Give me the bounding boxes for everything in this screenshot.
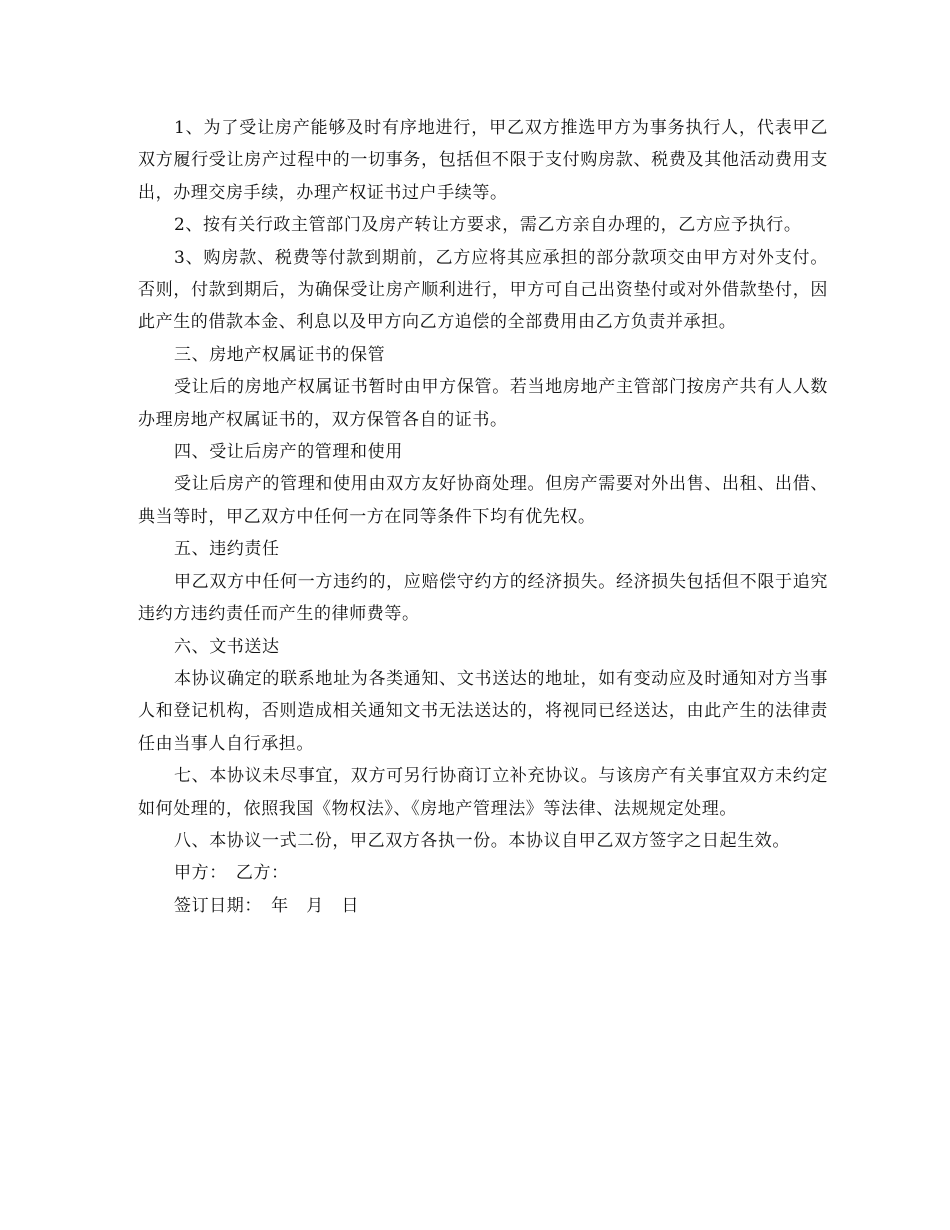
- paragraph-clause-1: 1、为了受让房产能够及时有序地进行，甲乙双方推选甲方为事务执行人，代表甲乙双方履行受让房产过程中的一切事务，包括但不限于支付购房款、税费及其他活动费用支出，办理交房手续，办理产权证书过户手续等。: [138, 118, 828, 203]
- paragraph-breach-liability: 甲乙双方中任何一方违约的，应赔偿守约方的经济损失。经济损失包括但不限于追究违约方违约责任而产生的律师费等。: [138, 571, 828, 625]
- paragraph-clause-3: 3、购房款、税费等付款到期前，乙方应将其应承担的部分款项交由甲方对外支付。否则，付款到期后，为确保受让房产顺利进行，甲方可自己出资垫付或对外借款垫付，因此产生的借款本金、利息以及甲方向乙方追偿的全部费用由乙方负责并承担。: [138, 247, 828, 333]
- signature-line-parties: 甲方： 乙方：: [174, 863, 289, 884]
- document-body: [138, 112, 828, 922]
- paragraph-management-use: 受让后房产的管理和使用由双方友好协商处理。但房产需要对外出售、出租、出借、典当等时，甲乙双方中任何一方在同等条件下均有优先权。: [138, 474, 828, 527]
- section-heading-certificate-custody: 三、房地产权属证书的保管: [174, 344, 386, 365]
- signature-line-date: 签订日期： 年 月 日: [174, 895, 360, 916]
- section-heading-management-use: 四、受让后房产的管理和使用: [174, 442, 403, 463]
- paragraph-certificate-custody: 受让后的房地产权属证书暂时由甲方保管。若当地房地产主管部门按房产共有人人数办理房地产权属证书的，双方保管各自的证书。: [138, 377, 828, 430]
- paragraph-clause-2: 2、按有关行政主管部门及房产转让方要求，需乙方亲自办理的，乙方应予执行。: [174, 215, 802, 236]
- section-heading-breach-liability: 五、违约责任: [174, 539, 280, 560]
- paragraph-document-delivery: 本协议确定的联系地址为各类通知、文书送达的地址，如有变动应及时通知对方当事人和登记机构，否则造成相关通知文书无法送达的，将视同已经送达，由此产生的法律责任由当事人自行承担。: [138, 668, 828, 754]
- paragraph-supplementary-matters: 七、本协议未尽事宜，双方可另行协商订立补充协议。与该房产有关事宜双方未约定如何处理的，依照我国《物权法》、《房地产管理法》等法律、法规规定处理。: [138, 766, 828, 819]
- section-heading-document-delivery: 六、文书送达: [174, 636, 280, 657]
- paragraph-copies-effectiveness: 八、本协议一式二份，甲乙双方各执一份。本协议自甲乙双方签字之日起生效。: [174, 830, 790, 851]
